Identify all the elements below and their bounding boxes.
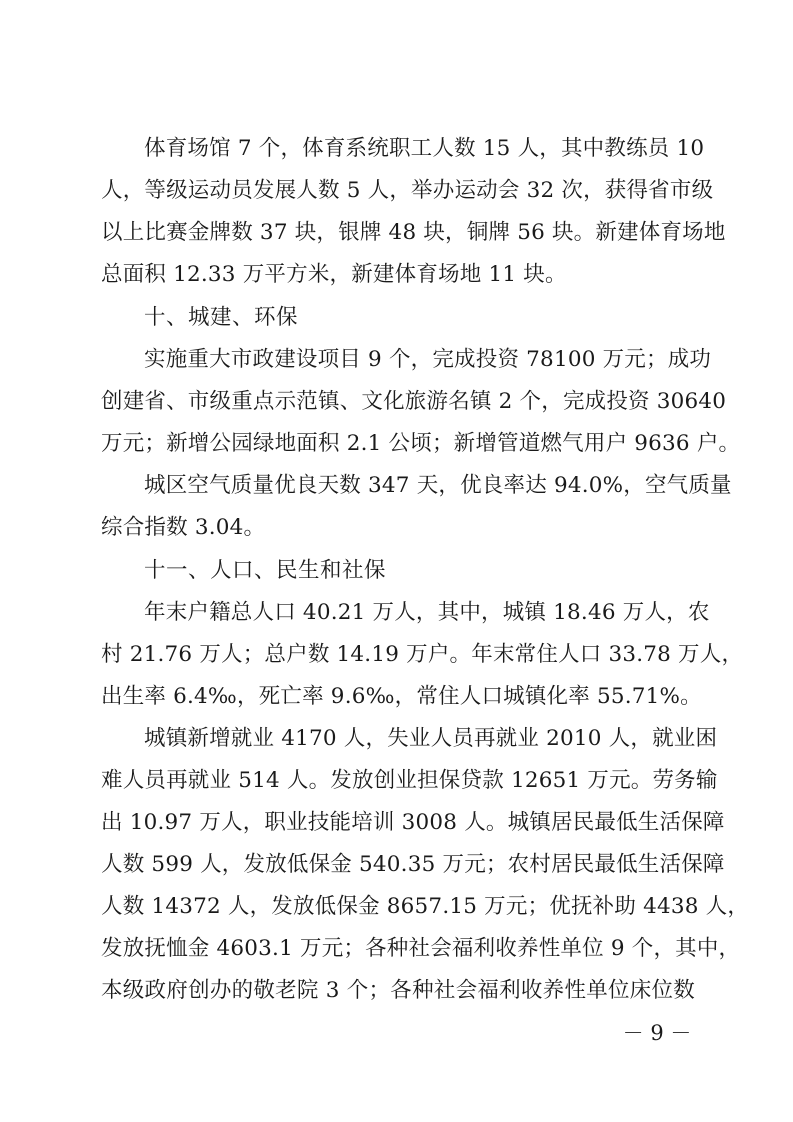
- text-line: 万元；新增公园绿地面积 2.1 公顷；新增管道燃气用户 9636 户。: [101, 431, 741, 456]
- text-line: 城镇新增就业 4170 人，失业人员再就业 2010 人，就业困: [144, 726, 718, 751]
- section-heading-urban-construction: 十、城建、环保: [144, 305, 299, 330]
- text-line: 难人员再就业 514 人。发放创业担保贷款 12651 万元。劳务输: [101, 768, 718, 793]
- text-line: 城区空气质量优良天数 347 天，优良率达 94.0%，空气质量: [144, 473, 732, 498]
- text-line: 年末户籍总人口 40.21 万人，其中，城镇 18.46 万人，农: [144, 600, 710, 625]
- text-line: 总面积 12.33 万平方米，新建体育场地 11 块。: [101, 262, 567, 287]
- text-line: 综合指数 3.04。: [101, 515, 266, 540]
- text-line: 体育场馆 7 个，体育系统职工人数 15 人，其中教练员 10: [144, 136, 705, 161]
- text-line: 人数 599 人，发放低保金 540.35 万元；农村居民最低生活保障: [101, 852, 725, 877]
- text-line: 本级政府创办的敬老院 3 个；各种社会福利收养性单位床位数: [101, 978, 695, 1003]
- text-line: 村 21.76 万人；总户数 14.19 万户。年末常住人口 33.78 万人，: [101, 642, 744, 667]
- text-line: 出 10.97 万人，职业技能培训 3008 人。城镇居民最低生活保障: [101, 810, 725, 835]
- text-line: 出生率 6.4‰，死亡率 9.6‰，常住人口城镇化率 55.71%。: [101, 684, 702, 709]
- page-number: － 9 －: [622, 1021, 692, 1045]
- text-line: 人数 14372 人，发放低保金 8657.15 万元；优抚补助 4438 人，: [101, 894, 750, 919]
- page-number-footer: [0, 1018, 793, 1048]
- text-line: 发放抚恤金 4603.1 万元；各种社会福利收养性单位 9 个，其中，: [101, 936, 741, 961]
- text-line: 人，等级运动员发展人数 5 人，举办运动会 32 次，获得省市级: [101, 178, 714, 203]
- text-line: 创建省、市级重点示范镇、文化旅游名镇 2 个，完成投资 30640: [101, 389, 727, 414]
- text-line: 以上比赛金牌数 37 块，银牌 48 块，铜牌 56 块。新建体育场地: [101, 220, 726, 245]
- text-line: 实施重大市政建设项目 9 个，完成投资 78100 万元；成功: [144, 347, 712, 372]
- section-heading-population: 十一、人口、民生和社保: [144, 558, 387, 583]
